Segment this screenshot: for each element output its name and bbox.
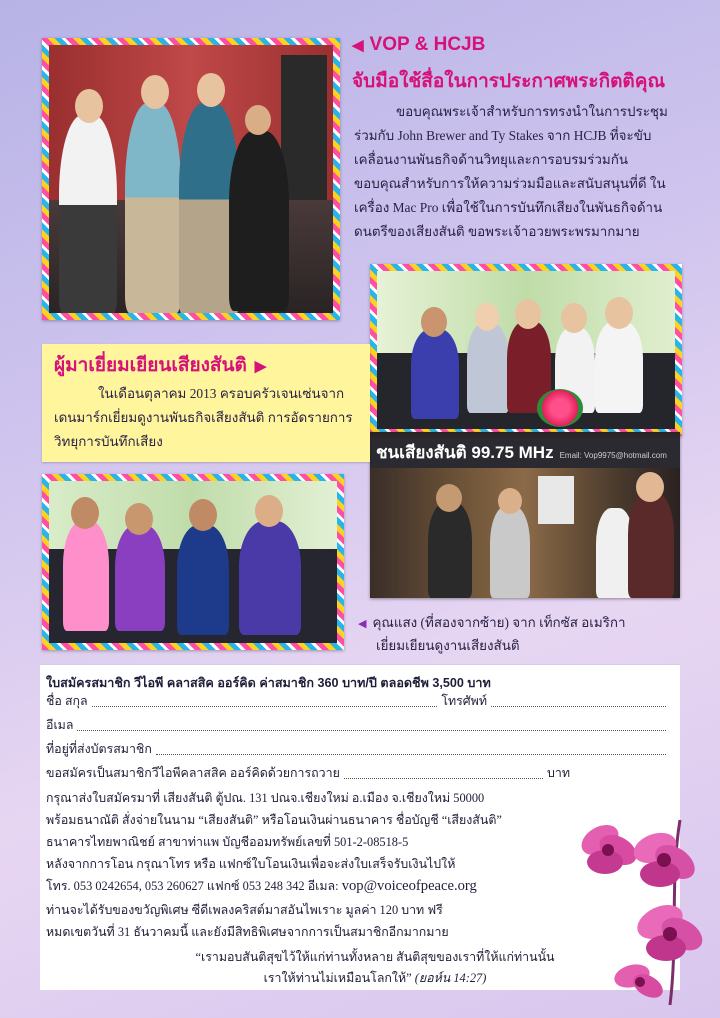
form-row-email bbox=[46, 715, 670, 735]
baht-label: บาท bbox=[547, 766, 570, 780]
photo-women-visitors bbox=[42, 474, 344, 650]
contact-prefix: โทร. 053 0242654, 053 260627 แฟกซ์ 053 248 342 อีเมล: bbox=[46, 879, 339, 893]
orchid-flower-1 bbox=[576, 819, 642, 874]
visitors-paragraph: ในเดือนตุลาคม 2013 ครอบครัวเจนเซ่นจากเดนมาร์กเยี่ยมดูงานพันธกิจเสียงสันติ การอัดรายการวิทยุการบันทึกเสียง bbox=[54, 386, 353, 449]
photo-women-image bbox=[49, 481, 337, 643]
photo-meeting-image bbox=[49, 45, 333, 313]
contact-email[interactable]: vop@voiceofpeace.org bbox=[341, 878, 477, 894]
gift-line-2: หมดเขตวันที่ 31 ธันวาคมนี้ และยังมีสิทธิพิเศษจากการเป็นสมาชิกอีกมากมาย bbox=[46, 925, 449, 939]
form-line-2: พร้อมธนาณัติ สั่งจ่ายในนาม “เสียงสันติ” หรือโอนเงินผ่านธนาคาร ชื่อบัญชี “เสียงสันติ” bbox=[46, 813, 502, 827]
photo-jensen-image bbox=[377, 271, 675, 429]
donation-label: ขอสมัครเป็นสมาชิกวีไอพีคลาสสิค ออร์คิดด้วยการถวาย bbox=[46, 766, 340, 780]
photo-studio-visit bbox=[370, 432, 680, 598]
form-contact-line bbox=[46, 877, 566, 896]
photo-jensen-family bbox=[370, 264, 682, 436]
donation-amount-field[interactable] bbox=[344, 778, 543, 779]
triangle-left-icon: ◀ bbox=[358, 618, 367, 630]
form-row-address bbox=[46, 739, 670, 759]
email-field[interactable] bbox=[77, 730, 666, 731]
bible-quote bbox=[160, 947, 590, 989]
gift-line-1: ท่านจะได้รับของขวัญพิเศษ ซีดีเพลงคริสต์มาสอันไพเราะ มูลค่า 120 บาท ฟรี bbox=[46, 903, 443, 917]
quote-line-2-text: เราให้ท่านไม่เหมือนโลกให้” bbox=[263, 971, 412, 985]
form-line-4: หลังจากการโอน กรุณาโทร หรือ แฟกซ์ใบโอนเงินเพื่อจะส่งใบเสร็จรับเงินไปให้ bbox=[46, 857, 456, 871]
quote-reference: (ยอห์น 14:27) bbox=[414, 971, 487, 985]
section-title-text: VOP & HCJB bbox=[369, 34, 486, 55]
vop-paragraph: ขอบคุณพระเจ้าสำหรับการทรงนำในการประชุมร่วมกับ John Brewer and Ty Stakes จาก HCJB ที่จะขับเคลื่อนงานพันธกิจด้านวิทยุและการอบรมร่วมกัน ขอบคุณสำหรับการให้ความร่วมมือและสนับสนุนที่ดี ในเครื่อง Mac Pro เพื่อใช้ในการบันทึกเสียงในพันธกิจด้านดนตรีของเสียงสันติ ขอพระเจ้าอวยพระพรมากมาย bbox=[354, 104, 668, 239]
phone-field[interactable] bbox=[491, 706, 666, 707]
caption-line-1-text: คุณแสง (ที่สองจากซ้าย) จาก เท็กซัส อเมริกา bbox=[372, 615, 626, 630]
studio-sign-small: Email: Vop9975@hotmail.com bbox=[559, 451, 667, 460]
form-title: ใบสมัครสมาชิก วีไอพี คลาสสิค ออร์คิด ค่าสมาชิก 360 บาท/ปี ตลอดชีพ 3,500 บาท bbox=[46, 676, 491, 690]
flower-basket bbox=[537, 389, 583, 427]
form-line-1: กรุณาส่งใบสมัครมาที่ เสียงสันติ ตู้ปณ. 131 ปณจ.เชียงใหม่ อ.เมือง จ.เชียงใหม่ 50000 bbox=[46, 791, 485, 805]
email-label: อีเมล bbox=[46, 718, 74, 732]
form-row-donation bbox=[46, 763, 570, 783]
photo-caption bbox=[358, 612, 678, 657]
orchid-flower-3 bbox=[632, 898, 708, 961]
address-field[interactable] bbox=[156, 754, 666, 755]
orchid-flower-4 bbox=[612, 961, 667, 1003]
studio-sign-label: ชนเสียงสันติ 99.75 MHz bbox=[376, 443, 554, 462]
triangle-right-icon: ▶ bbox=[254, 358, 267, 375]
studio-sign bbox=[370, 438, 680, 468]
name-field[interactable] bbox=[92, 706, 438, 707]
visitors-title-text: ผู้มาเยี่ยมเยียนเสียงสันติ bbox=[54, 355, 247, 376]
form-row-name-phone bbox=[46, 691, 670, 711]
photo-meeting-hcjb bbox=[42, 38, 340, 320]
phone-label: โทรศัพท์ bbox=[441, 694, 487, 708]
quote-line-1: “เรามอบสันติสุขไว้ให้แก่ท่านทั้งหลาย สันติสุขของเราที่ให้แก่ท่านนั้น bbox=[195, 950, 555, 964]
name-label: ชื่อ สกุล bbox=[46, 694, 88, 708]
visitors-title bbox=[54, 350, 266, 380]
caption-line-2: เยี่ยมเยียนดูงานเสียงสันติ bbox=[376, 638, 520, 653]
address-label: ที่อยู่ที่ส่งบัตรสมาชิก bbox=[46, 742, 152, 756]
form-line-3: ธนาคารไทยพาณิชย์ สาขาท่าแพ บัญชีออมทรัพย์เลขที่ 501-2-08518-5 bbox=[46, 835, 409, 849]
orchid-flowers-decoration bbox=[560, 800, 710, 1010]
section-subtitle: จับมือใช้สื่อในการประกาศพระกิตติคุณ bbox=[352, 71, 666, 92]
triangle-left-icon: ◀ bbox=[352, 37, 364, 54]
visitors-box bbox=[42, 344, 370, 462]
orchid-flower-2 bbox=[630, 827, 702, 887]
caption-line-1 bbox=[358, 612, 678, 635]
quote-line-2 bbox=[160, 968, 590, 989]
section-title-vop-hcjb bbox=[352, 34, 485, 56]
